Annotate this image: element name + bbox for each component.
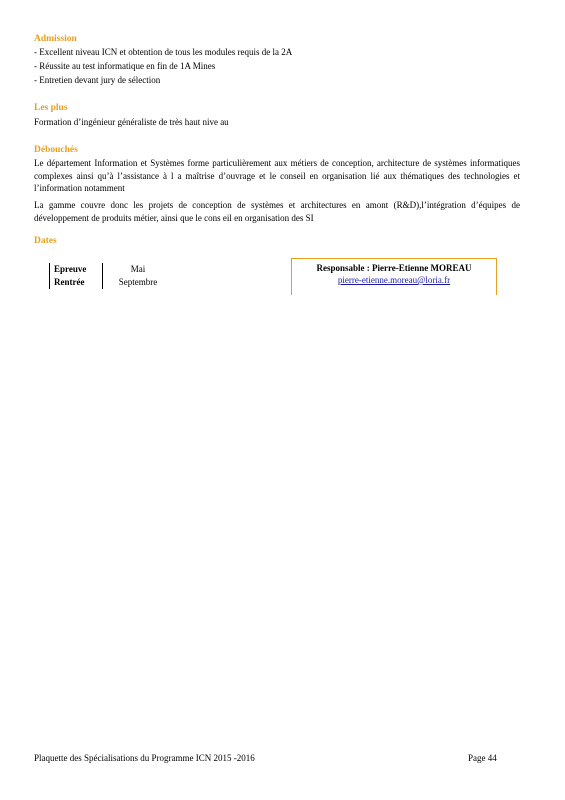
footer-title: Plaquette des Spécialisations du Programme ICN 2015 -2016 — [34, 753, 255, 763]
admission-item-1: - Excellent niveau ICN et obtention de tous les modules requis de la 2A — [34, 47, 293, 57]
dates-table — [49, 263, 173, 289]
les-plus-heading: Les plus — [34, 103, 68, 113]
dates-value: Septembre — [118, 277, 158, 287]
admission-item-2: - Réussite au test informatique en fin de 1A Mines — [34, 61, 216, 71]
dates-label: Epreuve — [50, 263, 103, 276]
admission-item-3: - Entretien devant jury de sélection — [34, 75, 161, 85]
dates-row-rentree — [50, 276, 173, 289]
admission-heading: Admission — [34, 34, 77, 44]
dates-label: Rentrée — [50, 276, 103, 289]
responsable-name: Responsable : Pierre-Etienne MOREAU — [316, 263, 472, 273]
dates-row-epreuve — [50, 263, 173, 276]
responsable-box — [291, 258, 497, 295]
dates-value: Mai — [130, 264, 146, 274]
debouches-paragraph-1: Le département Information et Systèmes forme particulièrement aux métiers de conception, architecture de systèmes informatiques complexes ainsi qu’à l’assistance à l a maîtrise d’ouvrage et le conseil en organisation lié aux thématiques des technologies et l’information notamment — [34, 158, 520, 193]
debouches-heading: Débouchés — [34, 145, 78, 155]
debouches-paragraph-2: La gamme couvre donc les projets de conception de systèmes et architectures en amont (R&D),l’intégration d’équipes de développement de produits métier, ainsi que le cons eil en organisation des SI — [34, 200, 520, 223]
page-number: Page 44 — [468, 753, 497, 763]
les-plus-text: Formation d’ingénieur généraliste de très haut nive au — [34, 117, 229, 127]
dates-heading: Dates — [34, 236, 57, 246]
responsable-email-link[interactable]: pierre-etienne.moreau@loria.fr — [337, 275, 451, 285]
